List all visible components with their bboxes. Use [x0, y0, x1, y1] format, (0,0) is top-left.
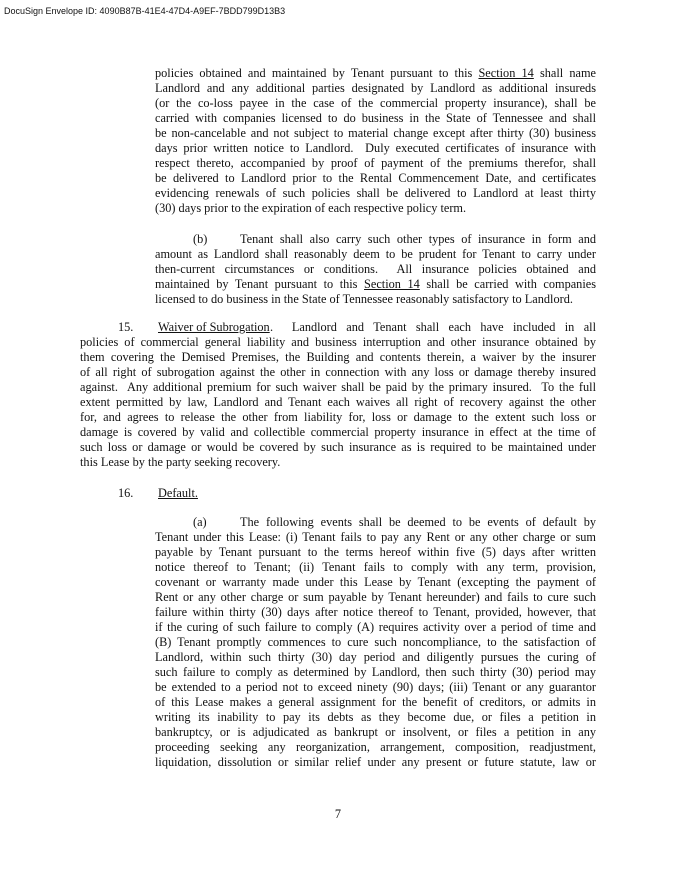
text-line: this Lease by the party seeking recovery.	[80, 455, 281, 469]
text-line: liquidation, dissolution or similar relief under any present or future statute, law or	[155, 755, 596, 769]
section-15-title: Waiver of Subrogation	[158, 320, 270, 334]
section-15-paragraph	[80, 320, 596, 470]
text-line: notice thereof to Tenant; (ii) Tenant fails to comply with any term, provision,	[155, 560, 596, 574]
text-line: be extended to a period not to exceed ninety (90) days; (iii) Tenant or any guarantor	[155, 680, 596, 694]
text-line: if the curing of such failure to comply (A) requires activity over a period of time and	[155, 620, 596, 634]
text-line: carried with companies licensed to do business in the State of Tennessee and shall	[155, 111, 596, 125]
text-line: such loss or damage or would be covered by such insurance as is required to be maintained under	[80, 440, 596, 454]
text-line: Landlord and any additional parties designated by Landlord as additional insureds	[155, 81, 596, 95]
text-line: licensed to do business in the State of Tennessee reasonably satisfactory to Landlord.	[155, 292, 573, 306]
text-line: of all right of subrogation against the other in connection with any loss or damage thereby insured	[80, 365, 596, 379]
text-line: The following events shall be deemed to be events of default by	[240, 515, 596, 529]
section-14-continuation-paragraph	[155, 66, 596, 216]
text-line: respect thereto, accompanied by proof of payment of the premiums therefor, shall	[155, 156, 596, 170]
text-line: be delivered to Landlord prior to the Rental Commencement Date, and certificates	[155, 171, 596, 185]
text-line: of this Lease makes a general assignment for the benefit of creditors, or admits in	[155, 695, 596, 709]
section-15-number: 15.	[118, 320, 134, 334]
text-line: Tenant under this Lease: (i) Tenant fails to pay any Rent or any other charge or sum	[155, 530, 596, 544]
section-16-number: 16.	[118, 486, 134, 500]
subsection-a-label: (a)	[193, 515, 207, 529]
section-reference: Section 14	[478, 66, 534, 80]
text-line: proceeding seeking any reorganization, arrangement, composition, readjustment,	[155, 740, 596, 754]
text-line: policies of commercial general liability and business interruption and other insurance obtained by	[80, 335, 596, 349]
section-reference: Section 14	[364, 277, 420, 291]
section-14-b-paragraph	[155, 232, 596, 307]
text-line: against. Any additional premium for such waiver shall be paid by the primary insured. To the full	[80, 380, 596, 394]
text-line: extent permitted by law, Landlord and Tenant each waives all right of recovery against the other	[80, 395, 596, 409]
text-line: payable by Tenant pursuant to the terms hereof within five (5) days after written	[155, 545, 596, 559]
text-line: bankruptcy, or is adjudicated as bankrupt or insolvent, or files a petition in any	[155, 725, 596, 739]
text-line: (B) Tenant promptly commences to cure such noncompliance, to the satisfaction of	[155, 635, 596, 649]
text-line: amount as Landlord shall reasonably deem to be prudent for Tenant to carry under	[155, 247, 596, 261]
text-line: (or the co-loss payee in the case of the commercial property insurance), shall be	[155, 96, 596, 110]
text-line: Tenant shall also carry such other types of insurance in form and	[240, 232, 596, 246]
text-line: maintained by Tenant pursuant to this Section 14 shall be carried with companies	[155, 277, 596, 291]
text-line: . Landlord and Tenant shall each have included in all	[270, 320, 596, 334]
text-line: then-current circumstances or conditions. All insurance policies obtained and	[155, 262, 596, 276]
text-line: (30) days prior to the expiration of each respective policy term.	[155, 201, 467, 215]
text-line: covenant or warranty made under this Lease by Tenant (excepting the payment of	[155, 575, 596, 589]
text-line: days prior written notice to Landlord. Duly executed certificates of insurance with	[155, 141, 596, 155]
section-16-title: Default.	[158, 486, 198, 500]
text-line: failure within thirty (30) days after notice thereof to Tenant, provided, however, that	[155, 605, 596, 619]
text-line: damage is covered by valid and collectible commercial property insurance in effect at the time of	[80, 425, 596, 439]
text-line: evidencing renewals of such policies shall be delivered to Landlord at least thirty	[155, 186, 596, 200]
page-number: 7	[334, 807, 342, 821]
text-line: Rent or any other charge or sum payable by Tenant hereunder) and fails to cure such	[155, 590, 596, 604]
text-line: policies obtained and maintained by Tenant pursuant to this Section 14 shall name	[155, 66, 596, 80]
docusign-envelope-id: DocuSign Envelope ID: 4090B87B-41E4-47D4-A9EF-7BDD799D13B3	[4, 6, 286, 16]
text-line: such failure to comply as determined by Landlord, then such thirty (30) period may	[155, 665, 596, 679]
text-line: Landlord, within such thirty (30) day period and diligently pursues the curing of	[155, 650, 596, 664]
text-line: for, and agrees to release the other from liability for, loss or damage to the extent such loss or	[80, 410, 596, 424]
subsection-b-label: (b)	[193, 232, 208, 246]
section-16-a-paragraph	[155, 515, 596, 770]
text-line: writing its inability to pay its debts as they become due, or files a petition in	[155, 710, 596, 724]
text-line: be non-cancelable and not subject to material change except after thirty (30) business	[155, 126, 596, 140]
text-line: them covering the Demised Premises, the Building and contents therein, a waiver by the insurer	[80, 350, 596, 364]
